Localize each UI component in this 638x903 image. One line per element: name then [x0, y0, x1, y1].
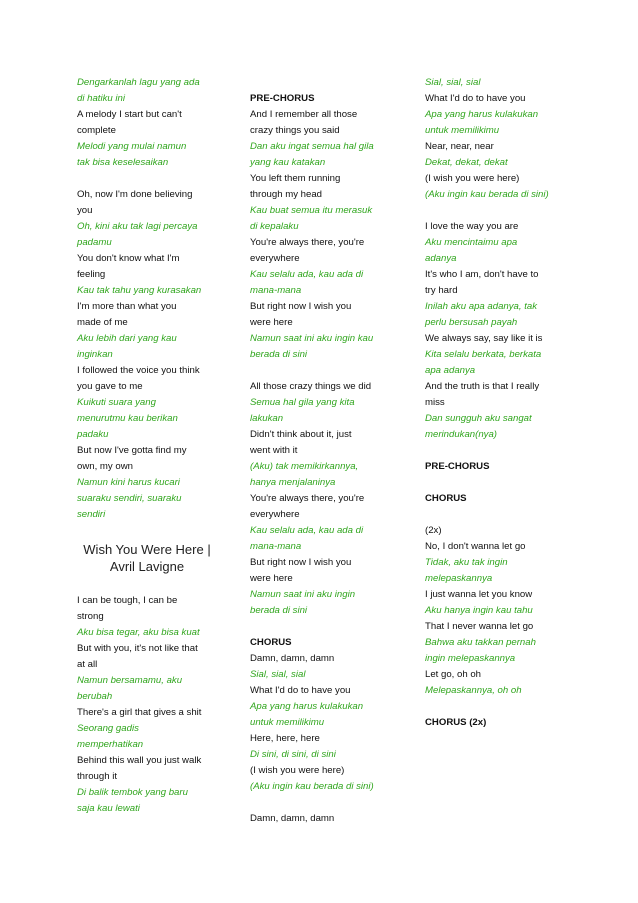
translation-line: Kuikuti suara yang [77, 397, 156, 408]
translation-line: Oh, kini aku tak lagi percaya [77, 221, 198, 232]
lyric-line: you [77, 205, 93, 216]
lyric-line: Damn, damn, damn [250, 653, 335, 664]
translation-line: merindukan(nya) [425, 429, 497, 440]
song-title [77, 541, 217, 575]
lyric-line: There's a girl that gives a shit [77, 707, 202, 718]
lyric-line: Oh, now I'm done believing [77, 189, 193, 200]
lyric-line: And the truth is that I really [425, 381, 540, 392]
translation-line: Kita selalu berkata, berkata [425, 349, 542, 360]
translation-line: Namun bersamamu, aku [77, 675, 183, 686]
blank-line [250, 619, 390, 635]
translation-line: hanya menjalaninya [250, 477, 336, 488]
verse-block-top [77, 75, 217, 523]
translation-line: Aku hanya ingin kau tahu [425, 605, 533, 616]
lyric-line: (I wish you were here) [250, 765, 345, 776]
lyric-line: I love the way you are [425, 221, 519, 232]
lyric-line: Here, here, here [250, 733, 320, 744]
translation-line: Namun kini harus kucari [77, 477, 180, 488]
translation-line: Aku bisa tegar, aku bisa kuat [77, 627, 200, 638]
blank-line [425, 203, 560, 219]
blank-line [425, 443, 560, 459]
lyric-line: You're always there, you're [250, 237, 365, 248]
lyric-line: miss [425, 397, 445, 408]
translation-line: padaku [77, 429, 109, 440]
song-title-line-1: Wish You Were Here | [83, 542, 211, 557]
translation-line: mana-mana [250, 541, 302, 552]
translation-line: Kau buat semua itu merasuk [250, 205, 373, 216]
lyric-line: Near, near, near [425, 141, 494, 152]
translation-line: Sial, sial, sial [425, 77, 481, 88]
translation-line: Melodi yang mulai namun [77, 141, 187, 152]
lyric-line: own, my own [77, 461, 133, 472]
lyric-line: We always say, say like it is [425, 333, 543, 344]
translation-line: Sial, sial, sial [250, 669, 306, 680]
song-title-line-2: Avril Lavigne [109, 559, 185, 574]
translation-line: Apa yang harus kulakukan [425, 109, 539, 120]
translation-line: (Aku ingin kau berada di sini) [425, 189, 549, 200]
lyric-line: I just wanna let you know [425, 589, 533, 600]
lyric-line: You're always there, you're [250, 493, 365, 504]
blank-line [250, 363, 390, 379]
translation-line: Dan sungguh aku sangat [425, 413, 532, 424]
lyric-line: A melody I start but can't [77, 109, 182, 120]
translation-line: suaraku sendiri, suaraku [77, 493, 182, 504]
translation-line: (Aku ingin kau berada di sini) [250, 781, 374, 792]
lyric-line: (I wish you were here) [425, 173, 520, 184]
translation-line: di kepalaku [250, 221, 299, 232]
lyric-line: feeling [77, 269, 106, 280]
translation-line: Kau tak tahu yang kurasakan [77, 285, 202, 296]
translation-line: berada di sini [250, 349, 308, 360]
lyrics-column-3 [425, 75, 560, 731]
translation-line: Melepaskannya, oh oh [425, 685, 522, 696]
translation-line: Kau selalu ada, kau ada di [250, 269, 364, 280]
verse-block-bottom [77, 593, 217, 817]
translation-line: memperhatikan [77, 739, 144, 750]
translation-line: Tidak, aku tak ingin [425, 557, 508, 568]
lyric-line: made of me [77, 317, 128, 328]
translation-line: inginkan [77, 349, 113, 360]
translation-line: ingin melepaskannya [425, 653, 516, 664]
translation-line: untuk memilikimu [250, 717, 325, 728]
lyric-line: (2x) [425, 525, 442, 536]
lyric-line: No, I don't wanna let go [425, 541, 526, 552]
translation-line: Kau selalu ada, kau ada di [250, 525, 364, 536]
lyric-line: You left them running [250, 173, 341, 184]
translation-line: Inilah aku apa adanya, tak [425, 301, 538, 312]
lyric-line: complete [77, 125, 116, 136]
lyric-line: were here [250, 573, 293, 584]
translation-line: berubah [77, 691, 113, 702]
translation-line: Bahwa aku takkan pernah [425, 637, 536, 648]
blank-line [425, 507, 560, 523]
lyric-line: try hard [425, 285, 458, 296]
lyric-line: Behind this wall you just walk [77, 755, 202, 766]
lyric-line: I followed the voice you think [77, 365, 200, 376]
lyric-line: at all [77, 659, 98, 670]
translation-line: mana-mana [250, 285, 302, 296]
section-label: PRE-CHORUS [250, 93, 315, 104]
translation-line: tak bisa keselesaikan [77, 157, 169, 168]
translation-line: Seorang gadis [77, 723, 139, 734]
section-label: CHORUS [250, 637, 292, 648]
lyric-line: That I never wanna let go [425, 621, 534, 632]
lyric-line: Didn't think about it, just [250, 429, 352, 440]
blank-line [250, 795, 390, 811]
blank-line [425, 699, 560, 715]
lyric-line: Damn, damn, damn [250, 813, 335, 824]
lyric-line: And I remember all those [250, 109, 358, 120]
translation-line: padamu [77, 237, 112, 248]
blank-line [425, 475, 560, 491]
lyric-line: All those crazy things we did [250, 381, 372, 392]
translation-line: Apa yang harus kulakukan [250, 701, 364, 712]
lyric-line: What I'd do to have you [425, 93, 526, 104]
translation-line: berada di sini [250, 605, 308, 616]
lyric-line: through it [77, 771, 118, 782]
section-label: CHORUS [425, 493, 467, 504]
lyric-line: were here [250, 317, 293, 328]
lyric-line: What I'd do to have you [250, 685, 351, 696]
lyric-line: you gave to me [77, 381, 143, 392]
section-label: PRE-CHORUS [425, 461, 490, 472]
lyric-line: But with you, it's not like that [77, 643, 198, 654]
translation-line: Di sini, di sini, di sini [250, 749, 336, 760]
translation-line: sendiri [77, 509, 106, 520]
lyric-line: strong [77, 611, 104, 622]
translation-line: menurutmu kau berikan [77, 413, 178, 424]
lyric-line: crazy things you said [250, 125, 340, 136]
translation-line: Aku lebih dari yang kau [77, 333, 177, 344]
translation-line: (Aku) tak memikirkannya, [250, 461, 359, 472]
translation-line: Namun saat ini aku ingin kau [250, 333, 374, 344]
translation-line: lakukan [250, 413, 284, 424]
lyric-line: You don't know what I'm [77, 253, 180, 264]
lyric-line: everywhere [250, 253, 300, 264]
translation-line: melepaskannya [425, 573, 493, 584]
lyric-line: It's who I am, don't have to [425, 269, 539, 280]
translation-line: di hatiku ini [77, 93, 125, 104]
lyric-line: through my head [250, 189, 322, 200]
translation-line: apa adanya [425, 365, 476, 376]
translation-line: yang kau katakan [250, 157, 326, 168]
lyric-line: But right now I wish you [250, 557, 352, 568]
translation-line: saja kau lewati [77, 803, 140, 814]
translation-line: perlu bersusah payah [425, 317, 518, 328]
translation-line: adanya [425, 253, 457, 264]
lyric-line: But now I've gotta find my [77, 445, 187, 456]
blank-line [77, 171, 217, 187]
lyrics-column-2 [250, 75, 390, 827]
lyric-line: I can be tough, I can be [77, 595, 178, 606]
translation-line: untuk memilikimu [425, 125, 500, 136]
lyric-line: everywhere [250, 509, 300, 520]
translation-line: Dan aku ingat semua hal gila [250, 141, 374, 152]
lyric-line: I'm more than what you [77, 301, 177, 312]
lyric-line: went with it [250, 445, 298, 456]
section-label: CHORUS (2x) [425, 717, 487, 728]
lyrics-column-1 [77, 75, 217, 817]
blank-line [250, 75, 390, 91]
translation-line: Dengarkanlah lagu yang ada [77, 77, 200, 88]
translation-line: Di balik tembok yang baru [77, 787, 188, 798]
lyric-line: But right now I wish you [250, 301, 352, 312]
translation-line: Aku mencintaimu apa [425, 237, 518, 248]
translation-line: Semua hal gila yang kita [250, 397, 355, 408]
translation-line: Dekat, dekat, dekat [425, 157, 508, 168]
lyric-line: Let go, oh oh [425, 669, 482, 680]
translation-line: Namun saat ini aku ingin [250, 589, 356, 600]
